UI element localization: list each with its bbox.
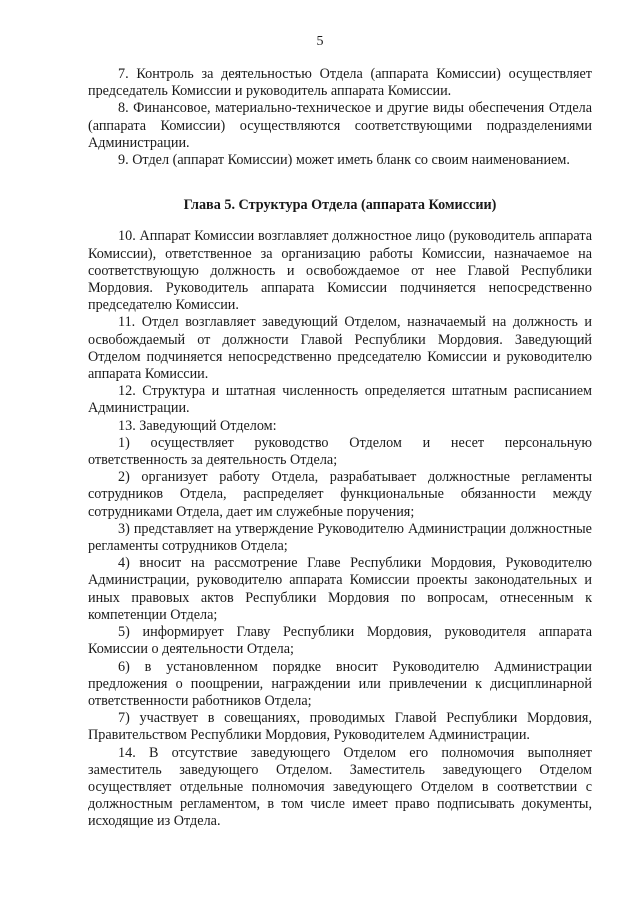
paragraph-11: 11. Отдел возглавляет заведующий Отделом, назначаемый на должность и освобождаемый от должности Главой Республики Мордовия. Заведующий Отделом подчиняется непосредственно председателю Комиссии и руководителю аппарата Комиссии. [88,314,592,383]
list-item-6: 6) в установленном порядке вносит Руководителю Администрации предложения о поощрении, награждении или привлечении к дисциплинарной ответственности работников Отдела; [88,658,592,709]
chapter-heading: Глава 5. Структура Отдела (аппарата Комиссии) [183,197,497,214]
list-item-1: 1) осуществляет руководство Отделом и несет персональную ответственность за деятельность Отдела; [88,434,592,469]
list-item-7: 7) участвует в совещаниях, проводимых Главой Республики Мордовия, Правительством Республики Мордовия, Руководителем Администрации. [88,710,592,744]
paragraph-8: 8. Финансовое, материально-техническое и другие виды обеспечения Отдела (аппарата Комиссии) осуществляются соответствующими подразделениями Администрации. [88,100,592,151]
paragraph-9: 9. Отдел (аппарат Комиссии) может иметь бланк со своим наименованием. [118,152,570,169]
list-item-4: 4) вносит на рассмотрение Главе Республики Мордовия, Руководителю Администрации, руководителю аппарата Комиссии проекты законодательных и иных правовых актов Республики Мордовия по вопросам, отнесенным к компетенции Отдела; [88,555,592,623]
paragraph-14: 14. В отсутствие заведующего Отделом его полномочия выполняет заместитель заведующего Отделом. Заместитель заведующего Отделом осуществляет отдельные полномочия заведующего Отделом в соответствии с должностным регламентом, в том числе имеет право подписывать документы, исходящие из Отдела. [88,744,592,830]
list-item-5: 5) информирует Главу Республики Мордовия, руководителя аппарата Комиссии о деятельности Отдела; [88,624,592,658]
paragraph-10: 10. Аппарат Комиссии возглавляет должностное лицо (руководитель аппарата Комиссии), ответственное за организацию работы Комиссии, назначаемое на соответствующую должность и освобождаемое от нее Главой Республики Мордовия. Руководитель аппарата Комиссии подчиняется непосредственно председателю Комиссии. [88,228,592,314]
page-number: 5 [316,34,324,49]
document-body [88,66,592,831]
paragraph-7: 7. Контроль за деятельностью Отдела (аппарата Комиссии) осуществляет председатель Комиссии и руководитель аппарата Комиссии. [88,66,592,100]
list-item-3: 3) представляет на утверждение Руководителю Администрации должностные регламенты сотрудников Отдела; [88,520,592,555]
paragraph-13: 13. Заведующий Отделом: [118,417,277,434]
paragraph-12: 12. Структура и штатная численность определяется штатным расписанием Администрации. [88,383,592,417]
list-item-2: 2) организует работу Отдела, разрабатывает должностные регламенты сотрудников Отдела, распределяет функциональные обязанности между сотрудниками Отдела, дает им служебные поручения; [88,469,592,520]
